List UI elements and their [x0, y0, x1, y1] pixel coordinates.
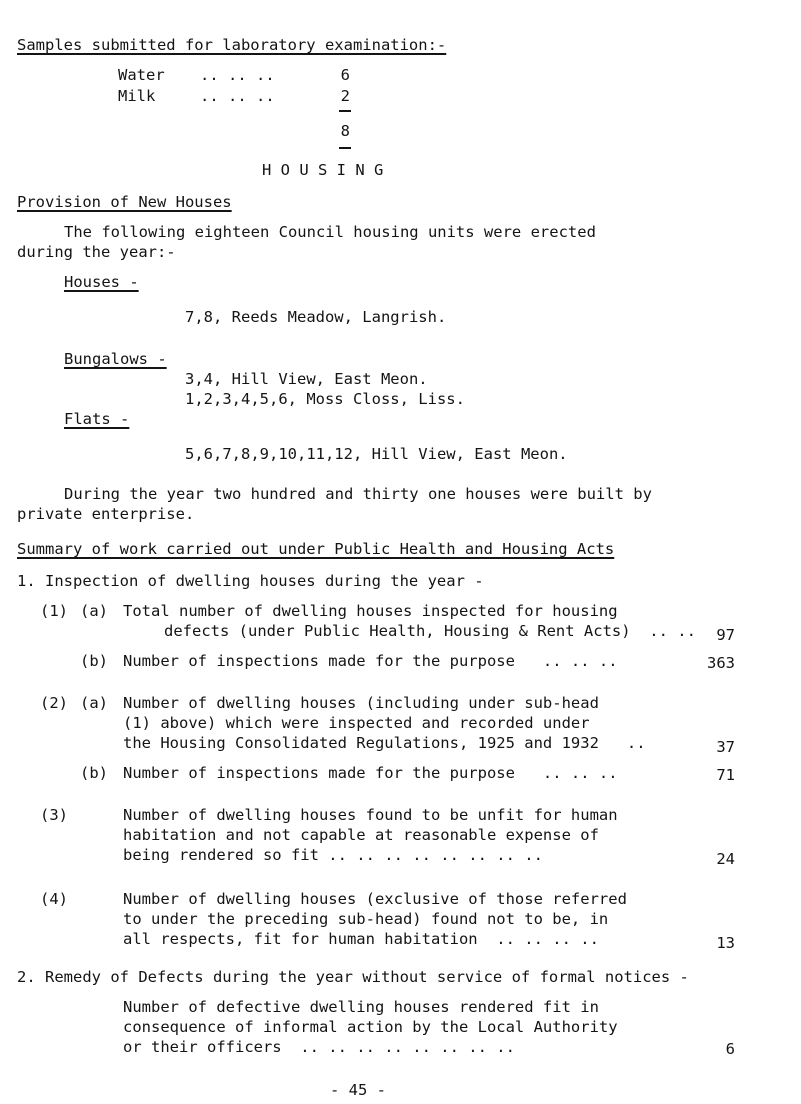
samples-total: 8 — [340, 122, 350, 140]
item-2b-value: 71 — [716, 766, 735, 784]
sum-rule-top — [339, 110, 351, 112]
item-3-number: (3) — [40, 806, 68, 824]
bungalows-line2: 1,2,3,4,5,6, Moss Closs, Liss. — [185, 390, 465, 408]
housing-title: H O U S I N G — [262, 161, 384, 179]
water-label: Water — [118, 66, 165, 84]
section-2-line3: or their officers .. .. .. .. .. .. .. .. — [123, 1038, 515, 1056]
item-2a-value: 37 — [716, 738, 735, 756]
item-1a-letter: (a) — [80, 602, 108, 620]
item-2b-letter: (b) — [80, 764, 108, 782]
item-1a-value: 97 — [716, 626, 735, 644]
bungalows-line1: 3,4, Hill View, East Meon. — [185, 370, 428, 388]
section-2-line2: consequence of informal action by the Local Authority — [123, 1018, 618, 1036]
milk-label: Milk — [118, 87, 156, 105]
houses-text: 7,8, Reeds Meadow, Langrish. — [185, 308, 447, 326]
item-3-value: 24 — [716, 850, 735, 868]
item-1b-line1: Number of inspections made for the purpose .. .. .. — [123, 652, 618, 670]
item-2a-line1: Number of dwelling houses (including under sub-head — [123, 694, 599, 712]
houses-label: Houses - — [64, 273, 139, 291]
water-value: 6 — [340, 66, 350, 84]
item-4-line1: Number of dwelling houses (exclusive of those referred — [123, 890, 627, 908]
section-2-value: 6 — [725, 1040, 735, 1058]
item-4-value: 13 — [716, 934, 735, 952]
item-2a-letter: (a) — [80, 694, 108, 712]
samples-heading: Samples submitted for laboratory examination:- — [17, 36, 447, 54]
section-1-title: 1. Inspection of dwelling houses during the year - — [17, 572, 484, 590]
section-2-line1: Number of defective dwelling houses rendered fit in — [123, 998, 599, 1016]
item-4-line2: to under the preceding sub-head) found not to be, in — [123, 910, 609, 928]
item-1a-line1: Total number of dwelling houses inspected for housing — [123, 602, 618, 620]
item-3-line1: Number of dwelling houses found to be unfit for human — [123, 806, 618, 824]
flats-text: 5,6,7,8,9,10,11,12, Hill View, East Meon. — [185, 445, 568, 463]
item-2a-line2: (1) above) which were inspected and recorded under — [123, 714, 590, 732]
water-dots: .. .. .. — [200, 66, 275, 84]
milk-value: 2 — [340, 87, 350, 105]
section-2-title: 2. Remedy of Defects during the year without service of formal notices - — [17, 968, 689, 986]
item-2a-line3: the Housing Consolidated Regulations, 1925 and 1932 .. — [123, 734, 646, 752]
provision-heading: Provision of New Houses — [17, 193, 232, 211]
provision-intro-line2: during the year:- — [17, 243, 176, 261]
provision-intro-line1: The following eighteen Council housing units were erected — [64, 223, 596, 241]
milk-dots: .. .. .. — [200, 87, 275, 105]
private-line1: During the year two hundred and thirty one houses were built by — [64, 485, 652, 503]
item-4-line3: all respects, fit for human habitation .. .. .. .. — [123, 930, 599, 948]
item-2-number: (2) — [40, 694, 68, 712]
bungalows-label: Bungalows - — [64, 350, 167, 368]
item-1b-letter: (b) — [80, 652, 108, 670]
flats-label: Flats - — [64, 410, 130, 428]
sum-rule-bottom — [339, 147, 351, 149]
item-2b-line1: Number of inspections made for the purpose .. .. .. — [123, 764, 618, 782]
item-1-number: (1) — [40, 602, 68, 620]
item-4-number: (4) — [40, 890, 68, 908]
summary-heading: Summary of work carried out under Public Health and Housing Acts — [17, 540, 615, 558]
item-3-line3: being rendered so fit .. .. .. .. .. .. .. .. — [123, 846, 543, 864]
item-1a-line2: defects (under Public Health, Housing & Rent Acts) .. .. — [164, 622, 696, 640]
page-number: - 45 - — [330, 1081, 386, 1099]
item-3-line2: habitation and not capable at reasonable expense of — [123, 826, 599, 844]
private-line2: private enterprise. — [17, 505, 195, 523]
item-1b-value: 363 — [707, 654, 735, 672]
